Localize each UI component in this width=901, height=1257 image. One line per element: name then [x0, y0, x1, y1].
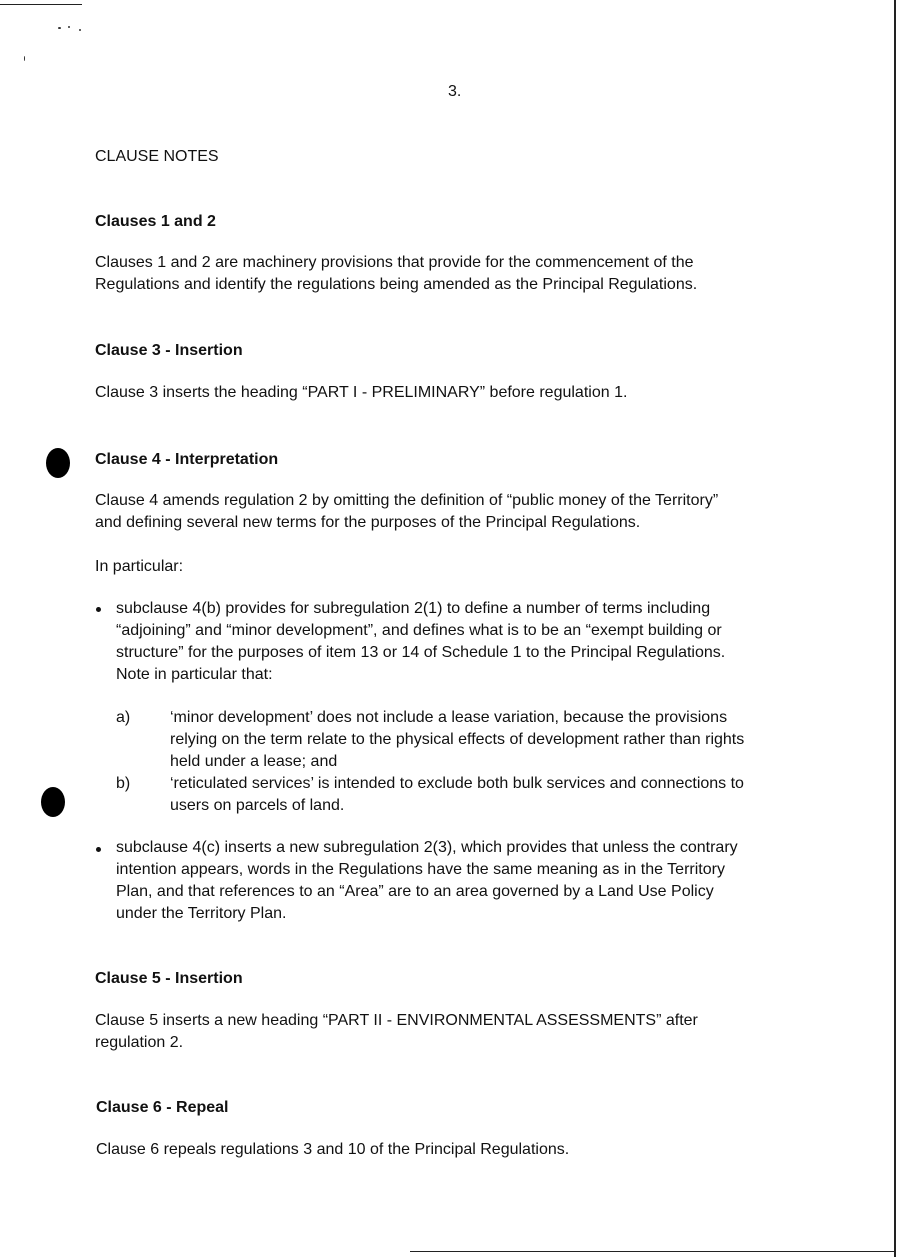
body-line: Clauses 1 and 2 are machinery provisions that provide for the commencement of the [95, 254, 694, 271]
section-body-clauses-1-2 [95, 252, 697, 296]
scan-speck [79, 29, 81, 31]
sub-item-line: ‘minor development’ does not include a lease variation, because the provisions [170, 709, 728, 726]
body-line: Regulations and identify the regulations being amended as the Principal Regulations. [95, 276, 698, 293]
clause-4-intro: In particular: [95, 558, 184, 575]
bullet-item-1 [116, 598, 725, 686]
page-number: 3. [448, 83, 462, 100]
bullet-icon [96, 607, 101, 612]
body-line: Clause 5 inserts a new heading “PART II - ENVIRONMENTAL ASSESSMENTS” after [95, 1012, 698, 1029]
scan-speck [24, 56, 25, 61]
sub-item-line: relying on the term relate to the physical effects of development rather than rights [170, 731, 745, 748]
sub-item-line: held under a lease; and [170, 753, 338, 770]
section-heading-clause-5: Clause 5 - Insertion [95, 970, 243, 987]
scan-edge-bottom [410, 1251, 894, 1252]
section-heading-clause-3: Clause 3 - Insertion [95, 342, 243, 359]
sub-item-line: users on parcels of land. [170, 797, 345, 814]
scan-speck [68, 26, 70, 28]
sub-item-line: ‘reticulated services’ is intended to exclude both bulk services and connections to [170, 775, 744, 792]
section-body-clause-5 [95, 1010, 698, 1054]
body-line: Clause 4 amends regulation 2 by omitting the definition of “public money of the Territory” [95, 492, 719, 509]
bullet-line: subclause 4(b) provides for subregulation 2(1) to define a number of terms including [116, 600, 711, 617]
punch-hole-top [46, 448, 70, 478]
section-body-clause-4 [95, 490, 718, 534]
section-heading-clauses-1-2: Clauses 1 and 2 [95, 213, 216, 230]
punch-hole-bottom [41, 787, 65, 817]
scan-edge-top-left [0, 4, 82, 5]
bullet-line: structure” for the purposes of item 13 or 14 of Schedule 1 to the Principal Regulations. [116, 644, 726, 661]
sub-item-a [170, 707, 744, 773]
body-line: and defining several new terms for the purposes of the Principal Regulations. [95, 514, 641, 531]
bullet-line: subclause 4(c) inserts a new subregulation 2(3), which provides that unless the contrary [116, 839, 738, 856]
bullet-line: intention appears, words in the Regulations have the same meaning as in the Territory [116, 861, 725, 878]
sub-item-a-label: a) [116, 709, 131, 726]
section-heading-clause-6: Clause 6 - Repeal [96, 1099, 229, 1116]
sub-item-b-label: b) [116, 775, 131, 792]
bullet-line: “adjoining” and “minor development”, and defines what is to be an “exempt building or [116, 622, 722, 639]
section-body-clause-3: Clause 3 inserts the heading “PART I - PRELIMINARY” before regulation 1. [95, 384, 628, 401]
sub-item-b [170, 773, 744, 817]
section-heading-clause-4: Clause 4 - Interpretation [95, 451, 279, 468]
bullet-line: Plan, and that references to an “Area” are to an area governed by a Land Use Policy [116, 883, 714, 900]
bullet-item-2 [116, 837, 738, 925]
bullet-icon [96, 847, 101, 852]
body-line: regulation 2. [95, 1034, 184, 1051]
section-body-clause-6: Clause 6 repeals regulations 3 and 10 of the Principal Regulations. [96, 1141, 570, 1158]
page-title: CLAUSE NOTES [95, 148, 219, 165]
bullet-line: Note in particular that: [116, 666, 273, 683]
bullet-line: under the Territory Plan. [116, 905, 287, 922]
scan-speck [58, 27, 61, 29]
scan-edge-right [894, 0, 896, 1257]
